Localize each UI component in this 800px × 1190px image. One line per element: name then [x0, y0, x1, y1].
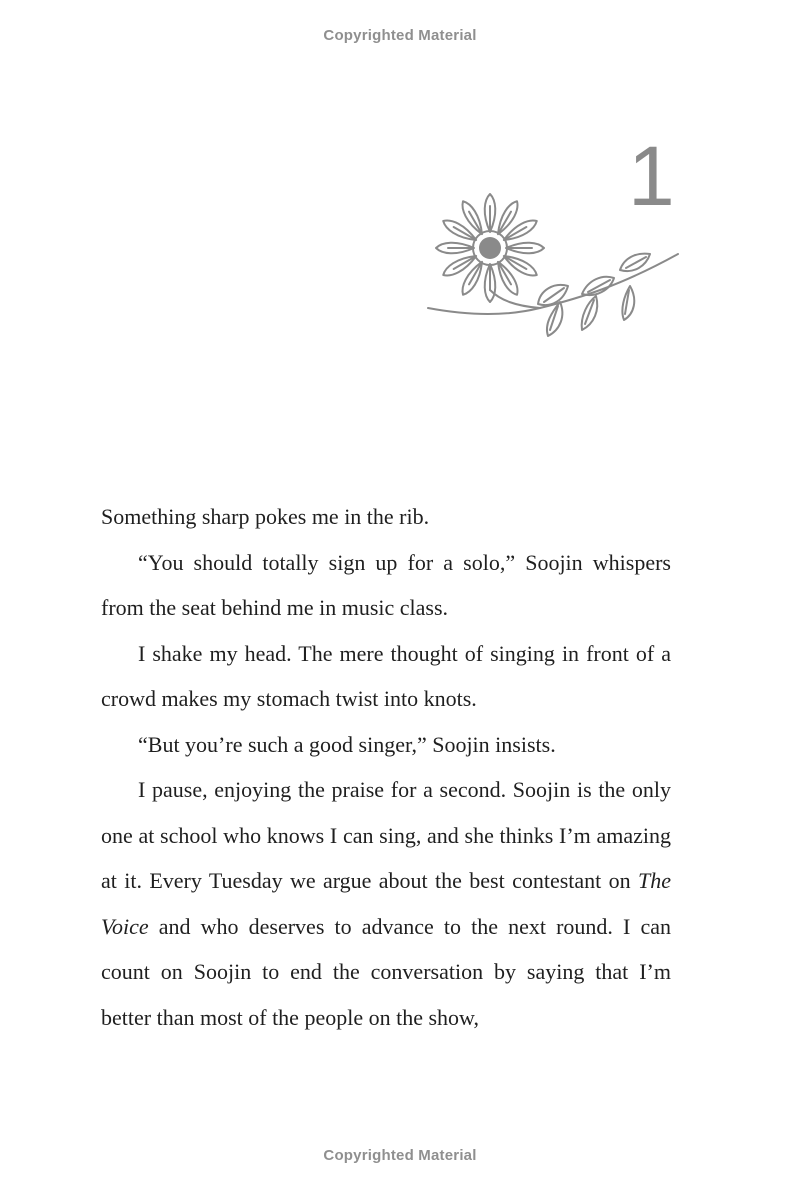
paragraph [101, 767, 671, 1040]
paragraph: Something sharp pokes me in the rib. [101, 504, 430, 529]
paragraph: “But you’re such a good singer,” Soojin insists. [138, 731, 556, 757]
paragraph-text: I pause, enjoying the praise for a second. Soojin is the only one at school who knows I can sing, and she thinks I’m amazing at it. Every Tuesday we argue about the best contestant on [101, 777, 671, 893]
show-title: The Voice [101, 868, 671, 939]
copyright-watermark-top: Copyrighted Material [323, 27, 477, 44]
paragraph-text: and who deserves to advance to the next round. I can count on Soojin to end the conversation by saying that I’m better than most of the people on the show, [101, 913, 671, 1030]
paragraph: I shake my head. The mere thought of singing in front of a crowd makes my stomach twist into knots. [101, 640, 671, 711]
flower-vine-icon [420, 190, 690, 340]
chapter-body [101, 494, 671, 1040]
chapter-number: 1 [628, 129, 675, 223]
copyright-watermark-bottom: Copyrighted Material [323, 1147, 477, 1164]
paragraph: “You should totally sign up for a solo,” Soojin whispers from the seat behind me in music class. [101, 549, 671, 620]
